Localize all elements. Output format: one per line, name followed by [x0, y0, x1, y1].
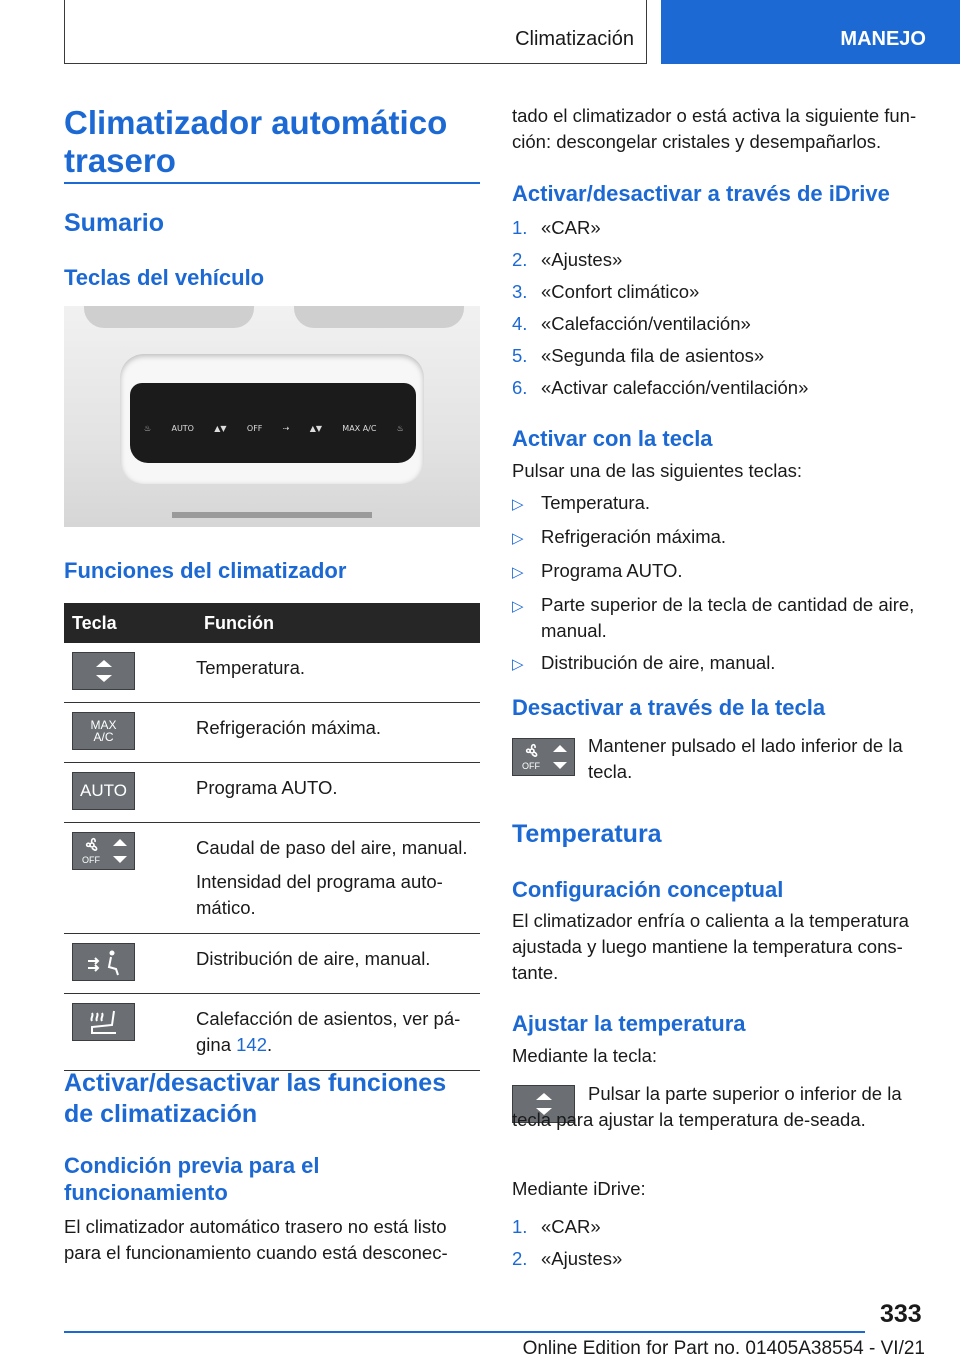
- temp-left-icon: ▲▼: [214, 424, 227, 433]
- bullet-text: Distribución de aire, manual.: [541, 652, 776, 673]
- bullet-triangle-icon: ▷: [512, 496, 524, 513]
- auto-icon-text: AUTO: [80, 781, 127, 800]
- tecla-bullet-list: [512, 490, 928, 684]
- fan-off-icon-text: OFF: [81, 855, 100, 865]
- page-number: 333: [880, 1300, 922, 1328]
- bullet-text: Refrigeración máxima.: [541, 526, 727, 547]
- heading-configuracion: Configuración conceptual: [512, 877, 784, 902]
- step-text: «CAR»: [541, 217, 601, 238]
- bullet-triangle-icon: ▷: [512, 656, 524, 673]
- step-number: 1.: [512, 217, 528, 238]
- vent-left: [84, 306, 254, 328]
- list-item: [512, 524, 928, 552]
- row-text-calefaccion: Calefacción de asientos, ver pá-gina: [196, 1008, 461, 1055]
- list-item: [512, 1243, 622, 1275]
- tecla-intro: Pulsar una de las siguientes teclas:: [512, 460, 803, 481]
- table-row: [64, 934, 480, 994]
- mediante-idrive-label: Mediante iDrive:: [512, 1178, 646, 1199]
- table-row: [64, 643, 480, 703]
- bullet-text: Programa AUTO.: [541, 560, 683, 581]
- col-header-tecla: Tecla: [64, 603, 196, 643]
- bullet-text: Parte superior de la tecla de cantidad de aire, manual.: [541, 594, 915, 641]
- header-section-title: Climatización: [515, 28, 634, 50]
- control-panel-photo: [64, 306, 480, 527]
- temp-right-icon: ▲▼: [309, 424, 322, 433]
- row-text-caudal: Caudal de paso del aire, manual.: [196, 837, 468, 858]
- max-ac-icon: [72, 712, 135, 750]
- auto-icon: [72, 772, 135, 810]
- list-item: [512, 1211, 622, 1243]
- row-text-auto: Programa AUTO.: [196, 777, 338, 798]
- config-paragraph: El climatizador enfría o calienta a la temperatura ajustada y luego mantiene la temperatura cons-tante.: [512, 910, 909, 983]
- heading-activar: Activar/desactivar las funciones de climatización: [64, 1069, 447, 1128]
- fan-off-icon: [72, 832, 135, 870]
- table-row: [64, 703, 480, 763]
- row-text-refrigeracion: Refrigeración máxima.: [196, 717, 382, 738]
- max-ac-icon-line2: A/C: [93, 730, 114, 744]
- footer-rule: [64, 1331, 865, 1333]
- step-text: «Ajustes»: [541, 1248, 623, 1269]
- idrive-steps-list-2: [512, 1211, 622, 1275]
- heading-idrive: Activar/desactivar a través de iDrive: [512, 181, 890, 206]
- list-item: [512, 558, 928, 586]
- footer-edition: Online Edition for Part no. 01405A38554 - VI/21: [522, 1338, 925, 1359]
- header-chapter-tab[interactable]: MANEJO: [661, 0, 960, 64]
- list-item: [512, 244, 808, 276]
- bullet-triangle-icon: ▷: [512, 564, 524, 581]
- step-text: «Confort climático»: [541, 281, 700, 302]
- fan-off-icon-text: OFF: [521, 761, 540, 771]
- desactivar-paragraph: Mantener pulsado el lado inferior de la tecla.: [588, 735, 903, 782]
- storage-slot: [172, 512, 372, 518]
- seat-heating-icon: [72, 1003, 135, 1041]
- row-text-suffix: .: [267, 1034, 273, 1055]
- step-text: «Ajustes»: [541, 249, 623, 270]
- condicion-paragraph: El climatizador automático trasero no está listo para el funcionamiento cuando está desconec-: [64, 1216, 448, 1263]
- heading-tecla: Activar con la tecla: [512, 426, 713, 451]
- continuation-paragraph: tado el climatizador o está activa la siguiente fun-ción: descongelar cristales y desempañarlos.: [512, 105, 917, 152]
- header-section-box: [64, 0, 647, 64]
- step-number: 1.: [512, 1216, 528, 1237]
- photo-label-auto: AUTO: [171, 424, 194, 433]
- row-text-temperatura: Temperatura.: [196, 657, 305, 678]
- step-number: 6.: [512, 377, 528, 398]
- step-number: 3.: [512, 281, 528, 302]
- page-title: Climatizador automático trasero: [64, 104, 448, 179]
- page-reference-link[interactable]: 142: [236, 1034, 267, 1055]
- step-number: 5.: [512, 345, 528, 366]
- seat-heat-left-icon: ♨: [144, 424, 152, 433]
- list-item: [512, 650, 928, 678]
- step-text: «Segunda fila de asientos»: [541, 345, 765, 366]
- title-rule: [64, 182, 480, 184]
- list-item: [512, 212, 808, 244]
- heading-desactivar: Desactivar a través de la tecla: [512, 695, 826, 720]
- bullet-text: Temperatura.: [541, 492, 650, 513]
- heading-teclas: Teclas del vehículo: [64, 265, 265, 290]
- step-text: «CAR»: [541, 1216, 601, 1237]
- bullet-triangle-icon: ▷: [512, 598, 524, 615]
- list-item: [512, 340, 808, 372]
- row-text-intensidad: Intensidad del programa auto-mático.: [196, 871, 443, 918]
- panel-buttons: [144, 424, 404, 452]
- seat-heat-right-icon: ♨: [396, 424, 404, 433]
- distribution-icon: ⇢: [282, 424, 290, 433]
- row-text-distribucion: Distribución de aire, manual.: [196, 948, 431, 969]
- heading-sumario: Sumario: [64, 209, 165, 237]
- step-number: 4.: [512, 313, 528, 334]
- list-item: [512, 276, 808, 308]
- heading-ajustar: Ajustar la temperatura: [512, 1011, 746, 1036]
- vent-right: [294, 306, 464, 328]
- step-number: 2.: [512, 1248, 528, 1269]
- step-text: «Activar calefacción/ventilación»: [541, 377, 809, 398]
- max-ac-icon-line1: MAX: [90, 718, 117, 732]
- table-row: [64, 823, 480, 934]
- ajustar-paragraph: Pulsar la parte superior o inferior de la tecla para ajustar la temperatura de-seada.: [512, 1083, 902, 1130]
- heading-condicion: Condición previa para el funcionamiento: [64, 1153, 320, 1205]
- air-distribution-icon: [72, 943, 135, 981]
- mediante-tecla-label: Mediante la tecla:: [512, 1045, 658, 1066]
- step-number: 2.: [512, 249, 528, 270]
- heading-temperatura: Temperatura: [512, 820, 662, 848]
- col-header-funcion: Función: [196, 603, 480, 643]
- list-item: [512, 308, 808, 340]
- list-item: [512, 592, 928, 644]
- step-text: «Calefacción/ventilación»: [541, 313, 751, 334]
- photo-label-off: OFF: [246, 424, 263, 433]
- table-row: [64, 763, 480, 823]
- photo-label-maxac: MAX A/C: [342, 424, 377, 433]
- idrive-steps-list: [512, 212, 808, 404]
- list-item: [512, 372, 808, 404]
- bullet-triangle-icon: ▷: [512, 530, 524, 547]
- functions-table: [64, 603, 480, 1071]
- heading-funciones: Funciones del climatizador: [64, 558, 347, 583]
- list-item: [512, 490, 928, 518]
- fan-off-icon: [512, 738, 575, 776]
- temperature-arrows-icon: [72, 652, 135, 690]
- table-row: [64, 994, 480, 1071]
